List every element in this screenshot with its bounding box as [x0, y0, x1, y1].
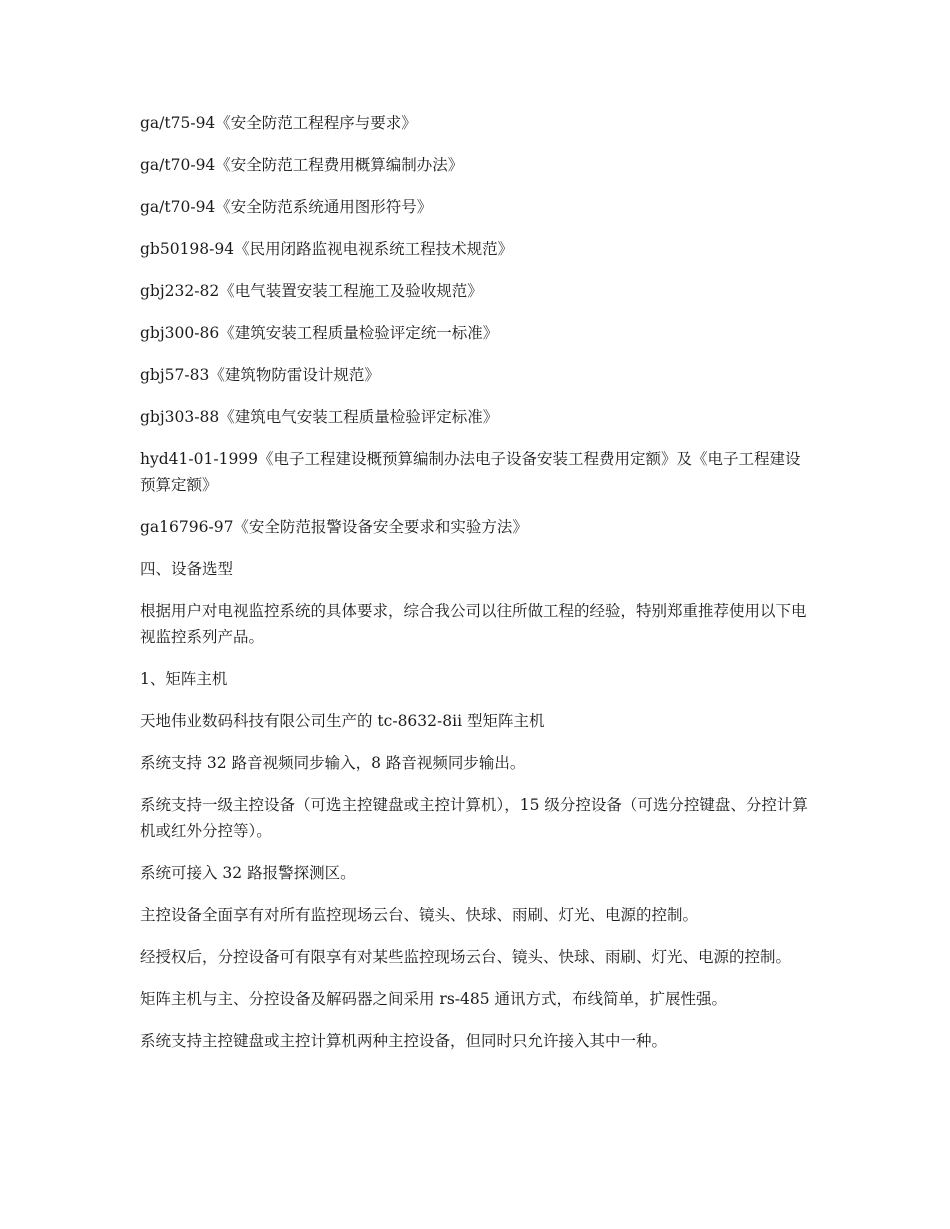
document-body [140, 110, 810, 1070]
standard-ga-t70-94-symbols: ga/t70-94《安全防范系统通用图形符号》 [140, 198, 433, 216]
section-heading-equipment-selection: 四、设备选型 [140, 560, 234, 578]
feature-authorized-sub-control: 经授权后，分控设备可有限享有对某些监控现场云台、镜头、快球、雨刷、灯光、电源的控制。 [140, 948, 792, 966]
feature-master-device-types: 系统支持主控键盘或主控计算机两种主控设备，但同时只允许接入其中一种。 [140, 1032, 668, 1050]
feature-av-io: 系统支持 32 路音视频同步输入，8 路音视频同步输出。 [140, 754, 526, 772]
feature-control-levels: 系统支持一级主控设备（可选主控键盘或主控计算机），15 级分控设备（可选分控键盘、分控计算机或红外分控等）。 [140, 796, 808, 840]
feature-rs485: 矩阵主机与主、分控设备及解码器之间采用 rs-485 通讯方式，布线简单，扩展性强。 [140, 990, 728, 1008]
standard-ga-t75-94: ga/t75-94《安全防范工程程序与要求》 [140, 114, 417, 132]
standard-ga16796-97: ga16796-97《安全防范报警设备安全要求和实验方法》 [140, 518, 528, 536]
standard-gbj303-88: gbj303-88《建筑电气安装工程质量检验评定标准》 [140, 408, 499, 426]
product-model-line: 天地伟业数码科技有限公司生产的 tc-8632-8ii 型矩阵主机 [140, 712, 545, 730]
subheading-matrix-host: 1、矩阵主机 [140, 670, 228, 688]
feature-alarm-zones: 系统可接入 32 路报警探测区。 [140, 864, 356, 882]
standard-hyd41-01-1999: hyd41-01-1999《电子工程建设概预算编制办法电子设备安装工程费用定额》及《电子工程建设预算定额》 [140, 450, 801, 494]
standard-gbj57-83: gbj57-83《建筑物防雷设计规范》 [140, 366, 380, 384]
feature-master-control: 主控设备全面享有对所有监控现场云台、镜头、快球、雨刷、灯光、电源的控制。 [140, 906, 699, 924]
standard-ga-t70-94-budget: ga/t70-94《安全防范工程费用概算编制办法》 [140, 156, 464, 174]
standard-gb50198-94: gb50198-94《民用闭路监视电视系统工程技术规范》 [140, 240, 514, 258]
standard-gbj232-82: gbj232-82《电气装置安装工程施工及验收规范》 [140, 282, 483, 300]
standard-gbj300-86: gbj300-86《建筑安装工程质量检验评定统一标准》 [140, 324, 499, 342]
recommendation-paragraph: 根据用户对电视监控系统的具体要求，综合我公司以往所做工程的经验，特别郑重推荐使用以下电视监控系列产品。 [140, 602, 807, 646]
